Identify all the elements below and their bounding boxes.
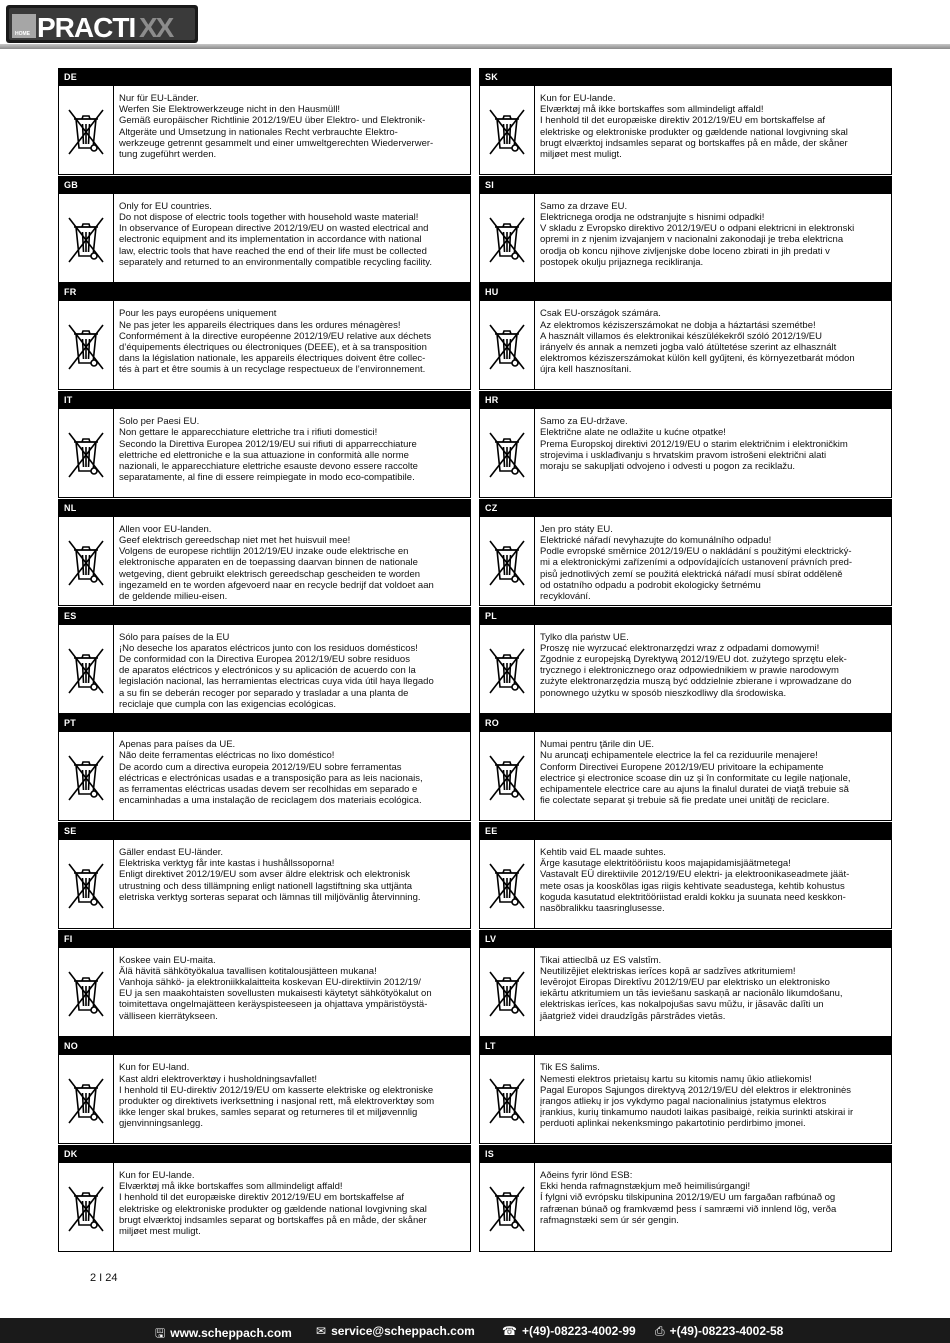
section-text: Kun for EU-land. Kast aldri elektroverktøy i husholdningsavfallet! I henhold til EU-direktiv 2012/19/EU om kasserte elektriske og elektroniske produkter og direktivets iverksettning i nasjonal rett, må elektroverktøy som ikke lenger skal brukes, samles separat og returneres til et miljøvennlig gjenvinningsanlegg. [119, 1062, 435, 1130]
disposal-section-si [479, 176, 892, 283]
icon-cell [480, 1055, 535, 1143]
language-code: LT [479, 1037, 892, 1055]
svg-text:XX: XX [139, 12, 173, 43]
section-text: Solo per Paesi EU. Non gettare le apparecchiature elettriche tra i rifiuti domestici! Secondo la Direttiva Europea 2012/19/EU sui rifiuti di apparrecchiature elettriche ed elettroniche e la sua attuazione in conformità alle norme nazionali, le apparecchiature elettriche esauste devono essere raccolte separatamente, al fine di essere reimpiegate in modo eco-compatibile. [119, 416, 418, 484]
disposal-section-se [58, 822, 471, 929]
section-body [479, 1163, 892, 1252]
header [0, 0, 950, 44]
footer-email[interactable]: ✉ service@scheppach.com [316, 1324, 475, 1338]
section-body [479, 301, 892, 390]
section-body [479, 194, 892, 283]
section-body [58, 409, 471, 498]
section-text: Sólo para países de la EU ¡No deseche los aparatos eléctricos junto con los residuos domésticos! De conformidad con la Directiva Europea 2012/19/EU sobre residuos de aparatos eléctricos y electrónicos y su aplicación de acuerdo con la legislación nacional, las herramientas electricas cuya vida útil haya llegado a su fin se deberán recoger por separado y trasladar a una planta de reciclaje que cumpla con las exigencias ecológicas. [119, 631, 434, 710]
disposal-section-hr [479, 391, 892, 498]
language-code: GB [58, 176, 471, 194]
language-code: FI [58, 930, 471, 948]
icon-cell [480, 948, 535, 1036]
language-code: DE [58, 68, 471, 86]
section-text: Samo za EU-države. Električne alate ne odlažite u kućne otpatke! Prema Europskoj direktivi 2012/19/EU o starim električnim i elektroničkim strojevima i usklađivanju s hrvatskim pravom istrošeni električni alati moraju se sakupljati odvojeno i odvesti u pogon za reciklažu. [540, 416, 848, 472]
language-code: NL [58, 499, 471, 517]
disposal-section-es [58, 607, 471, 714]
footer-phone[interactable]: ☎ +(49)-08223-4002-99 [502, 1324, 636, 1338]
footer-fax: ⎙ +(49)-08223-4002-58 [655, 1324, 784, 1338]
disposal-section-de [58, 68, 471, 175]
icon-cell [480, 86, 535, 174]
disposal-section-nl [58, 499, 471, 606]
disposal-section-fi [58, 930, 471, 1037]
section-text: Kun for EU-lande. Elværktøj må ikke bortskaffes som allmindeligt affald! I henhold til det europæiske direktiv 2012/19/EU em bortskaffelse af elektriske og elektroniske produkter og gældende national lovgivning skal brugt elværktoj indsamles separat og bortskaffes på en måde, der skåner miljøet mest muligt. [119, 1170, 427, 1238]
section-text: Kehtib vaid EL maade suhtes. Ärge kasutage elektritööriistu koos majapidamisjäätmetega! Vastavalt EÜ direktiivile 2012/19/EU elektri- ja elektroonikaseadmete jäät- mete osas ja kooskõlas igas riigis kehtivate seadustega, kehtib kohustus koguda kasutatud elektritööriistad eraldi kokku ja suunata need keskkon- nasõbralikku taasringlusesse. [540, 846, 850, 914]
section-text: Nur für EU-Länder. Werfen Sie Elektrowerkzeuge nicht in den Hausmüll! Gemäß europäischer Richtlinie 2012/19/EU über Elektro- und Elektronik- Altgeräte und Umsetzung in nationales Recht verbrauchte Elektro- werkzeuge getrennt gesammelt und einer umweltgerechten Wiederverwer- tung zugeführt werden. [119, 93, 434, 161]
section-text: Pour les pays européens uniquement Ne pas jeter les appareils électriques dans les ordures ménagères! Conformément à la directive européenne 2012/19/EU relative aux déchets d’équipements électriques ou électroniques (DEEE), et à sa transposition dans la législation nationale, les appareils électriques doivent être collec- tés à part et être soumis à un recyclage respectueux de l’environnement. [119, 308, 432, 376]
section-body [479, 517, 892, 606]
section-body [58, 732, 471, 821]
icon-cell [480, 732, 535, 820]
language-code: RO [479, 714, 892, 732]
disposal-section-lt [479, 1037, 892, 1144]
disposal-section-it [58, 391, 471, 498]
practixx-logo [6, 5, 198, 43]
disposal-section-gb [58, 176, 471, 283]
icon-cell [59, 625, 114, 713]
disposal-section-pl [479, 607, 892, 714]
icon-cell [480, 409, 535, 497]
language-code: EE [479, 822, 892, 840]
icon-cell [59, 732, 114, 820]
footer-web[interactable]: 🖫 www.scheppach.com [155, 1324, 292, 1343]
section-body [58, 194, 471, 283]
disposal-section-is [479, 1145, 892, 1252]
footer [0, 1318, 950, 1343]
language-code: ES [58, 607, 471, 625]
section-body [479, 625, 892, 714]
icon-cell [480, 301, 535, 389]
section-text: Samo za drzave EU. Elektricnega orodja ne odstranjujte s hisnimi odpadki! V skladu z Evropsko direktivo 2012/19/EU o odpani elektricni in elektronski opremi in z njenim izvajanjem v nacionalni zakonodaji je treba elektricna orodja ob koncu njihove zivljenjske dobe loceno zbirati in jih predati v postopek okulju prijaznega recikliranja. [540, 200, 855, 268]
icon-cell [59, 517, 114, 605]
section-text: Tikai attieclbā uz ES valstīm. Neutilizējiet elektriskas ierīces kopā ar sadzīves atkritumiem! Ievērojot Eiropas Direktīvu 2012/19/EU par elektrisko un elektronisko iekārtu atkritumiem un tās ieviešanu saskaņā ar nacionālo likumdošanu, elektriskas ierīces, kas nokalpojušas savu mūžu, ir jāsavāc dalīti un jāatgriež videi draudzīgās pārstrādes vietās. [540, 954, 843, 1022]
icon-cell [480, 840, 535, 928]
section-body [479, 1055, 892, 1144]
icon-cell [480, 625, 535, 713]
disposal-section-no [58, 1037, 471, 1144]
email-icon: ✉ [316, 1324, 327, 1338]
section-text: Apenas para países da UE. Não deite ferramentas eléctricas no lixo doméstico! De acordo cum a directiva europeia 2012/19/EU sobre ferramentas eléctricas e electrónicas usadas e a transposição para as leis nacionais, as ferramentas eléctricas usadas devem ser recolhidas em separado e encaminhadas a uma instalação de reciclagem dos materiais ecológica. [119, 739, 423, 807]
disposal-section-dk [58, 1145, 471, 1252]
icon-cell [59, 948, 114, 1036]
icon-cell [480, 1163, 535, 1251]
section-body [58, 625, 471, 714]
section-text: Csak EU-országok számára. Az elektromos kéziszerszámokat ne dobja a háztartási szemétbe! A használt villamos és elektronikai készülékekről szóló 2012/19/EU irányelv és annak a nemzeti jogba való átültetése szerint az elhasznált elektromos kéziszerszámokat külön kell gyűjteni, és környezetbarát módon újra kell hasznosítani. [540, 308, 855, 376]
section-text: Kun for EU-lande. Elværktøj må ikke bortskaffes som allmindeligt affald! I henhold til det europæiske direktiv 2012/19/EU em bortskaffelse af elektriske og elektroniske produkter og gældende national lovgivning skal brugt elværktoj indsamles separat og bortskaffes på en måde, der skåner miljøet mest muligt. [540, 93, 848, 161]
language-code: HU [479, 283, 892, 301]
language-code: NO [58, 1037, 471, 1055]
svg-text:PRACTI: PRACTI [37, 12, 136, 43]
language-code: SK [479, 68, 892, 86]
fax-icon: ⎙ [655, 1324, 665, 1338]
language-code: CZ [479, 499, 892, 517]
disposal-section-hu [479, 283, 892, 390]
language-code: HR [479, 391, 892, 409]
section-body [58, 517, 471, 606]
section-text: Gäller endast EU-länder. Elektriska verktyg får inte kastas i hushållssoporna! Enligt direktivet 2012/19/EU som avser äldre elektrisk och elektronisk utrustning och dess tillämpning enligt nationell lagstiftning ska uttjänta eletriska verktyg sorteras separat och lämnas till miljövänlig återvinning. [119, 846, 421, 903]
disposal-section-ee [479, 822, 892, 929]
language-code: LV [479, 930, 892, 948]
page-number: 2 I 24 [90, 1272, 118, 1284]
section-text: Only for EU countries. Do not dispose of electric tools together with household waste material! In observance of European directive 2012/19/EU on wasted electrical and electronic equipment and its implementation in accordance with national law, electric tools that have reached the end of their life must be collected separately and returned to an environmentally compatible recycling facility. [119, 200, 432, 268]
section-text: Jen pro státy EU. Elektrické nářadí nevyhazujte do komunálního odpadu! Podle evropské směrnice 2012/19/EU o nakládání s použitými elecktrický- mi a elektronickými zařízeními a odpovídajících ustanovení právních pred- pisů jednotlivých zemí se použitá elektrická nářadí musí sbírat odděleně od ostatního odpadu a podrobit ekologicky šetrnému recyklování. [540, 523, 853, 603]
computer-icon: 🖫 [155, 1326, 166, 1340]
section-body [479, 409, 892, 498]
icon-cell [59, 840, 114, 928]
header-stripe [0, 44, 950, 49]
language-code: IS [479, 1145, 892, 1163]
section-body [479, 732, 892, 821]
svg-text:HOME: HOME [15, 31, 30, 37]
section-body [58, 948, 471, 1037]
language-code: SI [479, 176, 892, 194]
icon-cell [59, 409, 114, 497]
section-text: Allen voor EU-landen. Geef elektrisch gereedschap niet met het huisvuil mee! Volgens de europese richtlijn 2012/19/EU inzake oude elektrische en elektronische apparaten en de toepassing daarvan binnen de nationale wetgeving, dient gebruikt elektrisch gereedschap gescheiden te worden ingezameld en te worden afgevoerd naar en recycle bedrijf dat voldoet aan de geldende milieu-eisen. [119, 523, 434, 603]
disposal-section-ro [479, 714, 892, 821]
section-text: Tik ES šalims. Nemesti elektros prietaisų kartu su kitomis namų ūkio atliekomis! Pagal Europos Sąjungos direktyvą 2012/19/EU dėl elektros ir elektroninės įrangos atliekų ir jos vykdymo pagal nacionalinius įstatymus elektros įrankius, kurių tinkamumo naudoti laikas pasibaigė, reikia surinkti atskirai ir perduoti aplinkai nekenksmingo pakartotinio perdirbimo įmonei. [540, 1062, 854, 1130]
icon-cell [59, 194, 114, 282]
section-body [479, 86, 892, 175]
icon-cell [480, 194, 535, 282]
disposal-section-lv [479, 930, 892, 1037]
icon-cell [59, 86, 114, 174]
section-text: Koskee vain EU-maita. Älä hävitä sähkötyökalua tavallisen kotitalousjätteen mukana! Vanhoja sähkö- ja elektroniikkalaitteita koskevan EU-direktiivin 2012/19/ EU ja sen maakohtaisten sovellusten mukaisesti käytetyt sähkötyökalut on toimitettava ongelmajätteen keräyspisteeseen ja ohjattava ympäristöystä- välliseen kierrätykseen. [119, 954, 432, 1022]
section-body [58, 840, 471, 929]
language-code: PL [479, 607, 892, 625]
phone-icon: ☎ [502, 1324, 517, 1338]
section-text: Tylko dla państw UE. Proszę nie wyrzucać elektronarzędzi wraz z odpadami domowymi! Zgodnie z europejską Dyrektywą 2012/19/EU dot. zużytego sprzętu elek- trycznego i elektronicznego oraz odpowiednikiem w prawie narodowym zużyte elektronarzędzia muszą być oddzielnie zbierane i wprowadzane do ponownego użytku w sposób nieszkodliwy dla środowiska. [540, 631, 852, 699]
icon-cell [59, 1055, 114, 1143]
disposal-section-cz [479, 499, 892, 606]
section-body [58, 86, 471, 175]
language-code: PT [58, 714, 471, 732]
section-body [58, 301, 471, 390]
section-body [479, 948, 892, 1037]
disposal-section-sk [479, 68, 892, 175]
section-body [58, 1163, 471, 1252]
section-text: Numai pentru ţările din UE. Nu aruncaţi echipamentele electrice la fel ca reziduurile menajere! Conform Directivei Europene 2012/19/EU privitoare la echipamente electrice şi electronice scoase din uz şi în conformitate cu legile naţionale, echipamentele electrice care au ajuns la finalul duratei de viaţă trebuie să fie colectate separat şi trebuie să fie predate unei unităţi de reciclare. [540, 739, 851, 807]
icon-cell [59, 1163, 114, 1251]
disposal-section-pt [58, 714, 471, 821]
section-text: Aðeins fyrir lönd ESB: Ekki henda rafmagnstækjum með heimilisúrgangi! Í fylgni við evrópsku tilskipunina 2012/19/EU um fargaðan rafbúnað og rafrænan búnað og framkvæmd þess í samræmi við innlend lög, verða rafmagnstæki sem úr sér gengin. [540, 1170, 837, 1226]
language-code: IT [58, 391, 471, 409]
language-code: SE [58, 822, 471, 840]
section-body [58, 1055, 471, 1144]
disposal-section-fr [58, 283, 471, 390]
language-code: DK [58, 1145, 471, 1163]
language-code: FR [58, 283, 471, 301]
section-body [479, 840, 892, 929]
icon-cell [59, 301, 114, 389]
icon-cell [480, 517, 535, 605]
